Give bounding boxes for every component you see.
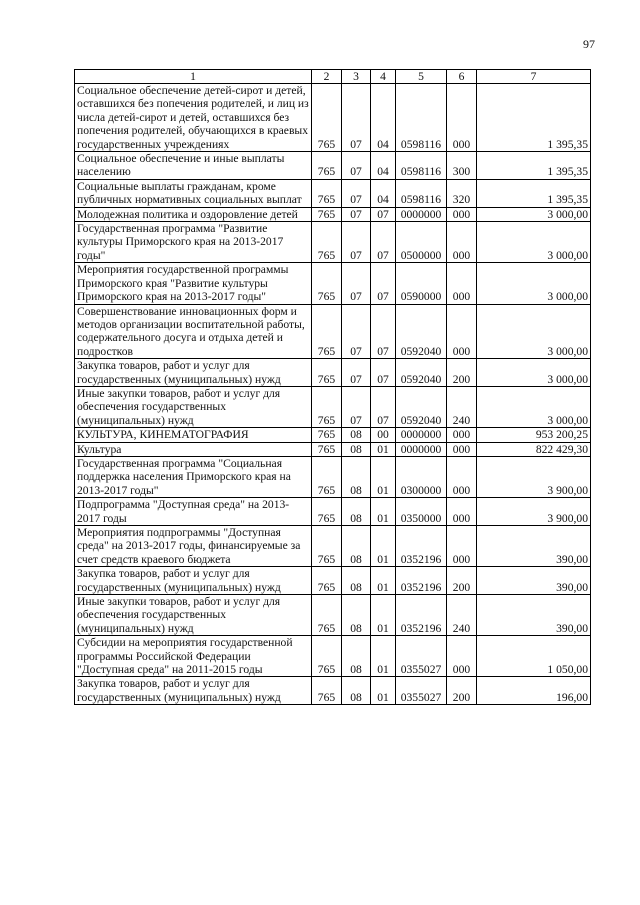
row-code-4: 01 bbox=[371, 498, 396, 526]
table-body bbox=[75, 84, 591, 705]
table-row bbox=[75, 636, 591, 677]
row-code-3: 07 bbox=[342, 263, 371, 304]
row-sum: 3 900,00 bbox=[477, 498, 591, 526]
header-col-6: 6 bbox=[447, 70, 477, 84]
row-sum: 3 000,00 bbox=[477, 359, 591, 387]
row-code-2: 765 bbox=[312, 636, 342, 677]
row-code-5: 0592040 bbox=[396, 359, 447, 387]
row-code-4: 00 bbox=[371, 428, 396, 442]
row-code-6: 240 bbox=[447, 386, 477, 427]
row-code-2: 765 bbox=[312, 386, 342, 427]
row-code-6: 000 bbox=[447, 636, 477, 677]
header-col-1: 1 bbox=[75, 70, 312, 84]
row-code-2: 765 bbox=[312, 222, 342, 263]
row-code-5: 0000000 bbox=[396, 428, 447, 442]
header-col-4: 4 bbox=[371, 70, 396, 84]
row-sum: 390,00 bbox=[477, 567, 591, 595]
row-code-3: 08 bbox=[342, 636, 371, 677]
row-code-4: 07 bbox=[371, 222, 396, 263]
row-code-3: 08 bbox=[342, 526, 371, 567]
table-row bbox=[75, 442, 591, 456]
row-code-4: 07 bbox=[371, 359, 396, 387]
row-sum: 3 000,00 bbox=[477, 207, 591, 221]
row-code-6: 000 bbox=[447, 207, 477, 221]
row-name: Закупка товаров, работ и услуг для государственных (муниципальных) нужд bbox=[75, 359, 312, 387]
header-col-2: 2 bbox=[312, 70, 342, 84]
row-code-3: 07 bbox=[342, 386, 371, 427]
row-code-2: 765 bbox=[312, 456, 342, 497]
table-row bbox=[75, 84, 591, 152]
row-sum: 390,00 bbox=[477, 526, 591, 567]
row-name: Совершенствование инновационных форм и методов организации воспитательной работы, содержательного досуга и отдыха детей и подростков bbox=[75, 304, 312, 359]
row-code-6: 240 bbox=[447, 595, 477, 636]
row-code-6: 000 bbox=[447, 222, 477, 263]
row-code-2: 765 bbox=[312, 526, 342, 567]
row-code-5: 0352196 bbox=[396, 526, 447, 567]
row-code-5: 0598116 bbox=[396, 152, 447, 180]
row-code-6: 200 bbox=[447, 677, 477, 705]
row-name: Закупка товаров, работ и услуг для государственных (муниципальных) нужд bbox=[75, 567, 312, 595]
row-code-5: 0352196 bbox=[396, 595, 447, 636]
row-code-2: 765 bbox=[312, 84, 342, 152]
table-row bbox=[75, 456, 591, 497]
row-code-4: 04 bbox=[371, 179, 396, 207]
row-code-6: 000 bbox=[447, 498, 477, 526]
row-name: Закупка товаров, работ и услуг для государственных (муниципальных) нужд bbox=[75, 677, 312, 705]
row-code-6: 000 bbox=[447, 442, 477, 456]
row-code-3: 08 bbox=[342, 456, 371, 497]
table-header bbox=[75, 70, 591, 84]
row-sum: 3 000,00 bbox=[477, 263, 591, 304]
row-sum: 3 000,00 bbox=[477, 386, 591, 427]
row-name: Молодежная политика и оздоровление детей bbox=[75, 207, 312, 221]
row-code-3: 08 bbox=[342, 442, 371, 456]
row-code-5: 0352196 bbox=[396, 567, 447, 595]
row-code-3: 08 bbox=[342, 567, 371, 595]
row-sum: 822 429,30 bbox=[477, 442, 591, 456]
row-sum: 3 000,00 bbox=[477, 304, 591, 359]
row-code-4: 01 bbox=[371, 595, 396, 636]
row-code-5: 0000000 bbox=[396, 442, 447, 456]
table-row bbox=[75, 595, 591, 636]
row-code-4: 01 bbox=[371, 636, 396, 677]
row-name: Социальное обеспечение и иные выплаты населению bbox=[75, 152, 312, 180]
table-row bbox=[75, 359, 591, 387]
table-row bbox=[75, 152, 591, 180]
row-code-6: 200 bbox=[447, 359, 477, 387]
row-name: Государственная программа "Социальная поддержка населения Приморского края на 2013-2017 годы" bbox=[75, 456, 312, 497]
row-code-2: 765 bbox=[312, 677, 342, 705]
table-row bbox=[75, 222, 591, 263]
row-code-3: 08 bbox=[342, 677, 371, 705]
table-row bbox=[75, 567, 591, 595]
row-code-5: 0350000 bbox=[396, 498, 447, 526]
row-code-2: 765 bbox=[312, 359, 342, 387]
row-code-5: 0598116 bbox=[396, 179, 447, 207]
row-code-6: 000 bbox=[447, 456, 477, 497]
row-code-4: 07 bbox=[371, 263, 396, 304]
row-code-2: 765 bbox=[312, 152, 342, 180]
row-sum: 1 395,35 bbox=[477, 152, 591, 180]
row-code-5: 0355027 bbox=[396, 636, 447, 677]
table-row bbox=[75, 304, 591, 359]
row-name: Государственная программа "Развитие культуры Приморского края на 2013-2017 годы" bbox=[75, 222, 312, 263]
row-name: Мероприятия подпрограммы "Доступная среда" на 2013-2017 годы, финансируемые за счет средств краевого бюджета bbox=[75, 526, 312, 567]
row-code-2: 765 bbox=[312, 263, 342, 304]
row-code-6: 320 bbox=[447, 179, 477, 207]
table-row bbox=[75, 677, 591, 705]
row-code-6: 300 bbox=[447, 152, 477, 180]
row-code-4: 04 bbox=[371, 84, 396, 152]
row-code-5: 0000000 bbox=[396, 207, 447, 221]
row-code-2: 765 bbox=[312, 498, 342, 526]
row-name: Социальное обеспечение детей-сирот и детей, оставшихся без попечения родителей, и лиц из числа детей-сирот и детей, оставшихся без попечения родителей, обучающихся в краевых государственных учреждениях bbox=[75, 84, 312, 152]
row-sum: 1 395,35 bbox=[477, 179, 591, 207]
row-code-4: 01 bbox=[371, 526, 396, 567]
row-name: Культура bbox=[75, 442, 312, 456]
row-code-3: 08 bbox=[342, 595, 371, 636]
row-code-4: 01 bbox=[371, 677, 396, 705]
header-row bbox=[75, 70, 591, 84]
row-name: КУЛЬТУРА, КИНЕМАТОГРАФИЯ bbox=[75, 428, 312, 442]
row-code-4: 07 bbox=[371, 207, 396, 221]
table-row bbox=[75, 263, 591, 304]
row-name: Подпрограмма "Доступная среда" на 2013-2017 годы bbox=[75, 498, 312, 526]
row-code-2: 765 bbox=[312, 428, 342, 442]
row-sum: 953 200,25 bbox=[477, 428, 591, 442]
header-col-3: 3 bbox=[342, 70, 371, 84]
row-code-5: 0500000 bbox=[396, 222, 447, 263]
row-name: Иные закупки товаров, работ и услуг для обеспечения государственных (муниципальных) нужд bbox=[75, 595, 312, 636]
row-code-5: 0592040 bbox=[396, 304, 447, 359]
row-code-6: 000 bbox=[447, 263, 477, 304]
row-name: Иные закупки товаров, работ и услуг для обеспечения государственных (муниципальных) нужд bbox=[75, 386, 312, 427]
row-name: Социальные выплаты гражданам, кроме публичных нормативных социальных выплат bbox=[75, 179, 312, 207]
row-name: Субсидии на мероприятия государственной программы Российской Федерации "Доступная среда" на 2011-2015 годы bbox=[75, 636, 312, 677]
row-code-6: 000 bbox=[447, 84, 477, 152]
table-row bbox=[75, 386, 591, 427]
row-code-5: 0590000 bbox=[396, 263, 447, 304]
row-sum: 3 900,00 bbox=[477, 456, 591, 497]
row-code-3: 07 bbox=[342, 152, 371, 180]
row-code-2: 765 bbox=[312, 442, 342, 456]
row-code-2: 765 bbox=[312, 567, 342, 595]
row-code-4: 01 bbox=[371, 456, 396, 497]
row-code-5: 0300000 bbox=[396, 456, 447, 497]
row-sum: 1 050,00 bbox=[477, 636, 591, 677]
table-row bbox=[75, 526, 591, 567]
row-code-5: 0355027 bbox=[396, 677, 447, 705]
row-code-4: 07 bbox=[371, 386, 396, 427]
row-code-6: 000 bbox=[447, 428, 477, 442]
row-code-5: 0592040 bbox=[396, 386, 447, 427]
row-code-5: 0598116 bbox=[396, 84, 447, 152]
row-code-3: 07 bbox=[342, 179, 371, 207]
row-code-3: 07 bbox=[342, 222, 371, 263]
row-code-2: 765 bbox=[312, 207, 342, 221]
table-row bbox=[75, 428, 591, 442]
row-code-2: 765 bbox=[312, 179, 342, 207]
table-row bbox=[75, 179, 591, 207]
row-code-3: 07 bbox=[342, 304, 371, 359]
row-name: Мероприятия государственной программы Приморского края "Развитие культуры Приморского края на 2013-2017 годы" bbox=[75, 263, 312, 304]
row-code-6: 000 bbox=[447, 304, 477, 359]
row-code-6: 200 bbox=[447, 567, 477, 595]
row-code-4: 07 bbox=[371, 304, 396, 359]
row-code-2: 765 bbox=[312, 304, 342, 359]
header-col-7: 7 bbox=[477, 70, 591, 84]
row-sum: 1 395,35 bbox=[477, 84, 591, 152]
header-col-5: 5 bbox=[396, 70, 447, 84]
row-code-3: 07 bbox=[342, 359, 371, 387]
row-code-4: 01 bbox=[371, 442, 396, 456]
row-code-3: 07 bbox=[342, 84, 371, 152]
row-code-6: 000 bbox=[447, 526, 477, 567]
row-code-3: 08 bbox=[342, 428, 371, 442]
table-row bbox=[75, 498, 591, 526]
row-code-3: 08 bbox=[342, 498, 371, 526]
budget-table bbox=[74, 69, 591, 705]
row-code-2: 765 bbox=[312, 595, 342, 636]
row-sum: 196,00 bbox=[477, 677, 591, 705]
table-row bbox=[75, 207, 591, 221]
row-code-4: 01 bbox=[371, 567, 396, 595]
row-code-4: 04 bbox=[371, 152, 396, 180]
row-sum: 3 000,00 bbox=[477, 222, 591, 263]
row-sum: 390,00 bbox=[477, 595, 591, 636]
row-code-3: 07 bbox=[342, 207, 371, 221]
page-number: 97 bbox=[583, 37, 595, 51]
